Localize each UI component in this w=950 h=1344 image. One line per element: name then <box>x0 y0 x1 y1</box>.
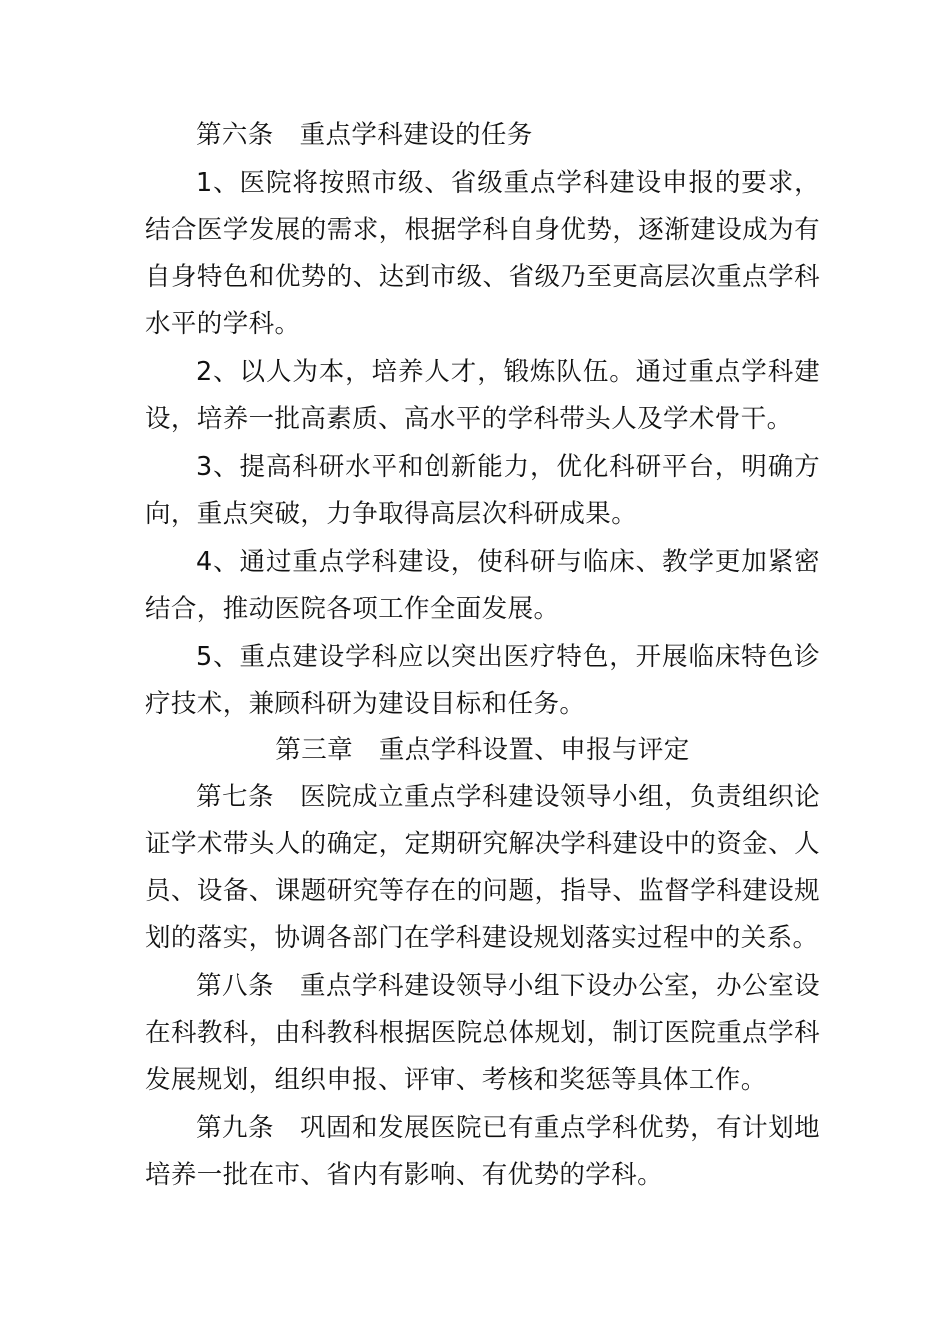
article-6-item-5: 5、重点建设学科应以突出医疗特色，开展临床特色诊疗技术，兼顾科研为建设目标和任务。 <box>145 642 820 719</box>
article-8: 第八条 重点学科建设领导小组下设办公室，办公室设在科教科，由科教科根据医院总体规划，制订医院重点学科发展规划，组织申报、评审、考核和奖惩等具体工作。 <box>145 971 820 1095</box>
article-6-item-2: 2、以人为本，培养人才，锻炼队伍。通过重点学科建设，培养一批高素质、高水平的学科带头人及学术骨干。 <box>145 357 820 434</box>
article-6-item-1: 1、医院将按照市级、省级重点学科建设申报的要求，结合医学发展的需求，根据学科自身优势，逐渐建设成为有自身特色和优势的、达到市级、省级乃至更高层次重点学科水平的学科。 <box>145 168 820 339</box>
article-7: 第七条 医院成立重点学科建设领导小组，负责组织论证学术带头人的确定，定期研究解决学科建设中的资金、人员、设备、课题研究等存在的问题，指导、监督学科建设规划的落实，协调各部门在学科建设规划落实过程中的关系。 <box>145 782 820 953</box>
document-body <box>145 112 820 1200</box>
chapter-3-title: 第三章 重点学科设置、申报与评定 <box>275 735 690 765</box>
article-6-item-4: 4、通过重点学科建设，使科研与临床、教学更加紧密结合，推动医院各项工作全面发展。 <box>145 547 820 624</box>
article-6-heading: 第六条 重点学科建设的任务 <box>196 120 533 150</box>
article-6-item-3: 3、提高科研水平和创新能力，优化科研平台，明确方向，重点突破，力争取得高层次科研成果。 <box>145 452 820 529</box>
article-9: 第九条 巩固和发展医院已有重点学科优势，有计划地培养一批在市、省内有影响、有优势的学科。 <box>145 1113 820 1190</box>
